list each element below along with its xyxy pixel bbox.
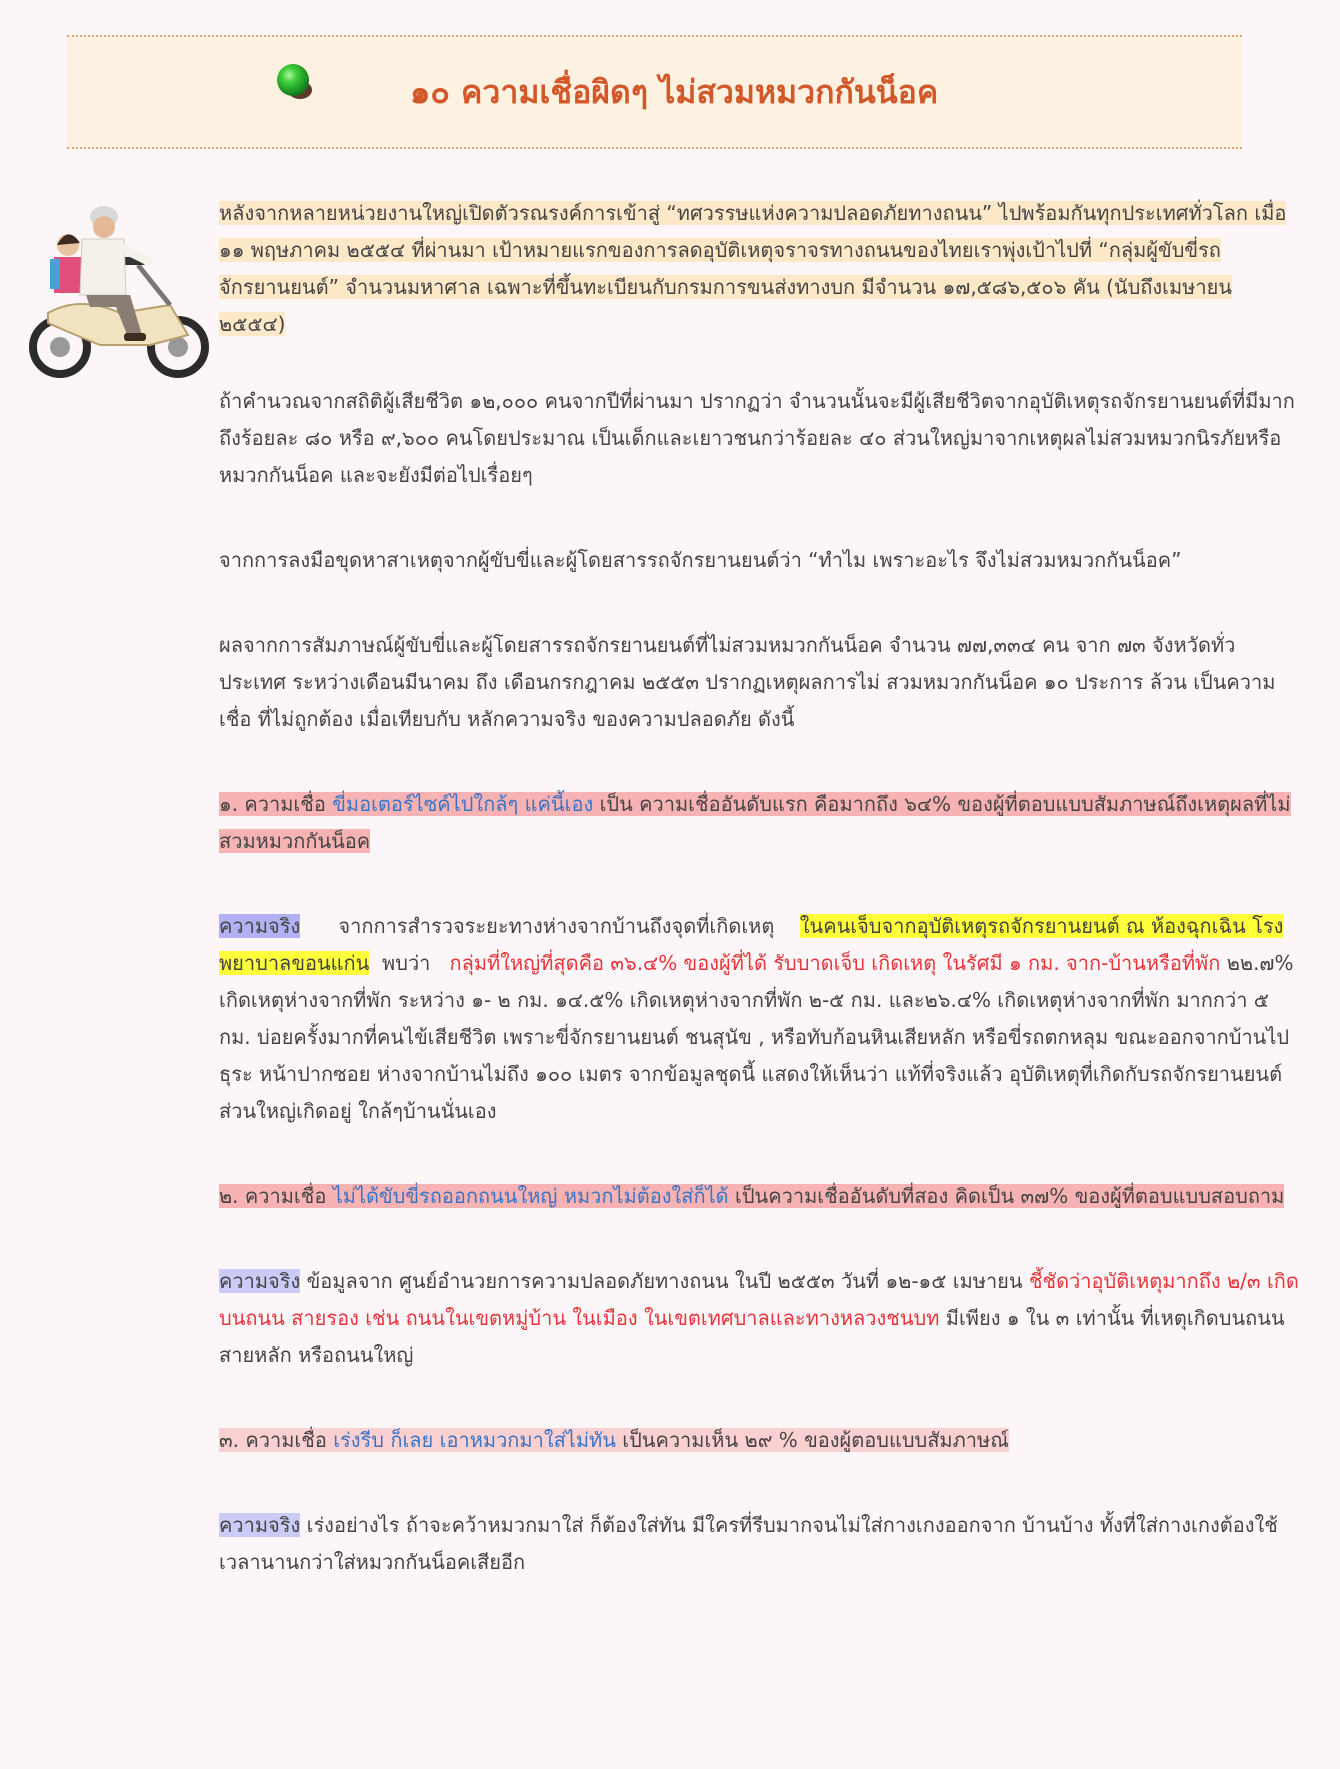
motorcycle-riders-image [20, 195, 215, 390]
belief-3: ๓. ความเชื่อ เร่งรีบ ก็เลย เอาหมวกมาใส่ไม่ทัน เป็นความเห็น ๒๙ % ของผู้ตอบแบบสัมภาษณ์ [219, 1428, 1009, 1452]
fact-label: ความจริง [219, 1513, 301, 1537]
fact-3: ความจริง เร่งอย่างไร ถ้าจะคว้าหมวกมาใส่ ก็ต้องใส่ทัน มีใครที่รีบมากจนไม่ใส่กางเกงออกจาก บ้านบ้าง ทั้งที่ใส่กางเกงต้องใช้เวลานานกว่าใส่หมวกกันน็อคเสียอีก [219, 1513, 1278, 1574]
fact-label: ความจริง [219, 914, 301, 938]
intro-paragraph-3: จากการลงมือขุดหาสาเหตุจากผู้ขับขี่และผู้โดยสารรถจักรยานยนต์ว่า “ทำไม เพราะอะไร จึงไม่สวมหมวกกันน็อค” [219, 548, 1182, 572]
article-body [219, 195, 1299, 1581]
intro-paragraph-4: ผลจากการสัมภาษณ์ผู้ขับขี่และผู้โดยสารรถจักรยานยนต์ที่ไม่สวมหมวกกันน็อค จำนวน ๗๗,๓๓๔ คน จาก ๗๓ จังหวัดทั่วประเทศ ระหว่างเดือนมีนาคม ถึง เดือนกรกฎาคม ๒๕๕๓ ปรากฏเหตุผลการไม่ สวมหมวกกันน็อค ๑๐ ประการ ล้วน เป็นความเชื่อ ที่ไม่ถูกต้อง เมื่อเทียบกับ หลักความจริง ของความปลอดภัย ดังนี้ [219, 633, 1276, 731]
belief-1: ๑. ความเชื่อ ขี่มอเตอร์ไซค์ไปใกล้ๆ แค่นี้เอง เป็น ความเชื่ออันดับแรก คือมากถึง ๖๔% ของผู้ที่ตอบแบบสัมภาษณ์ถึงเหตุผลที่ไม่สวมหมวกกันน็อค [219, 792, 1291, 853]
belief-2: ๒. ความเชื่อ ไม่ได้ขับขี่รถออกถนนใหญ่ หมวกไม่ต้องใส่ก็ได้ เป็นความเชื่ออันดับที่สอง คิดเป็น ๓๗% ของผู้ที่ตอบแบบสอบถาม [219, 1184, 1285, 1208]
fact-2: ความจริง ข้อมูลจาก ศูนย์อำนวยการความปลอดภัยทางถนน ในปี ๒๕๕๓ วันที่ ๑๒-๑๕ เมษายน ชี้ชัดว่าอุบัติเหตุมากถึง ๒/๓ เกิดบนถนน สายรอง เช่น ถนนในเขตหมู่บ้าน ในเมือง ในเขตเทศบาลและทางหลวงชนบท มีเพียง ๑ ใน ๓ เท่านั้น ที่เหตุเกิดบนถนนสายหลัก หรือถนนใหญ่ [219, 1269, 1299, 1367]
intro-paragraph-2: ถ้าคำนวณจากสถิติผู้เสียชีวิต ๑๒,๐๐๐ คนจากปีที่ผ่านมา ปรากฏว่า จำนวนนั้นจะมีผู้เสียชีวิตจากอุบัติเหตุรถจักรยานยนต์ที่มีมากถึงร้อยละ ๘๐ หรือ ๙,๖๐๐ คนโดยประมาณ เป็นเด็กและเยาวชนกว่าร้อยละ ๔๐ ส่วนใหญ่มาจากเหตุผลไม่สวมหมวกนิรภัยหรือหมวกกันน็อค และจะยังมีต่อไปเรื่อยๆ [219, 389, 1295, 487]
green-ball-icon [273, 60, 317, 104]
fact-1: ความจริง จากการสำรวจระยะทางห่างจากบ้านถึงจุดที่เกิดเหตุ ในคนเจ็บจากอุบัติเหตุรถจักรยานยนต์ ณ ห้องฉุกเฉิน โรงพยาบาลขอนแก่น พบว่า กลุ่มที่ใหญ่ที่สุดคือ ๓๖.๔% ของผู้ที่ได้ รับบาดเจ็บ เกิดเหตุ ในรัศมี ๑ กม. จาก-บ้านหรือที่พัก ๒๒.๗% เกิดเหตุห่างจากที่พัก ระหว่าง ๑- ๒ กม. ๑๔.๕% เกิดเหตุห่างจากที่พัก ๒-๕ กม. และ๒๖.๔% เกิดเหตุห่างจากที่พัก มากกว่า ๕ กม. บ่อยครั้งมากที่คนไข้เสียชีวิต เพราะขี่จักรยานยนต์ ชนสุนัข , หรือทับก้อนหินเสียหลัก หรือขี่รถตกหลุม ขณะออกจากบ้านไปธุระ หน้าปากซอย ห่างจากบ้านไม่ถึง ๑๐๐ เมตร จากข้อมูลชุดนี้ แสดงให้เห็นว่า แท้ที่จริงแล้ว อุบัติเหตุที่เกิดกับรถจักรยานยนต์ ส่วนใหญ่เกิดอยู่ ใกล้ๆบ้านนั่นเอง [219, 914, 1294, 1123]
page-title: ๑๐ ความเชื่อผิดๆ ไม่สวมหมวกกันน็อค [410, 73, 939, 111]
intro-paragraph-1: หลังจากหลายหน่วยงานใหญ่เปิดตัวรณรงค์การเข้าสู่ “ทศวรรษแห่งความปลอดภัยทางถนน” ไปพร้อมกันทุกประเทศทั่วโลก เมื่อ ๑๑ พฤษภาคม ๒๕๕๔ ที่ผ่านมา เป้าหมายแรกของการลดอุบัติเหตุจราจรทางถนนของไทยเราพุ่งเป้าไปที่ “กลุ่มผู้ขับขี่รถจักรยานยนต์” จำนวนมหาศาล เฉพาะที่ขึ้นทะเบียนกับกรมการขนส่งทางบก มีจำนวน ๑๗,๕๘๖,๕๐๖ คัน (นับถึงเมษายน ๒๕๕๔) [219, 201, 1287, 336]
fact-label: ความจริง [219, 1269, 301, 1293]
